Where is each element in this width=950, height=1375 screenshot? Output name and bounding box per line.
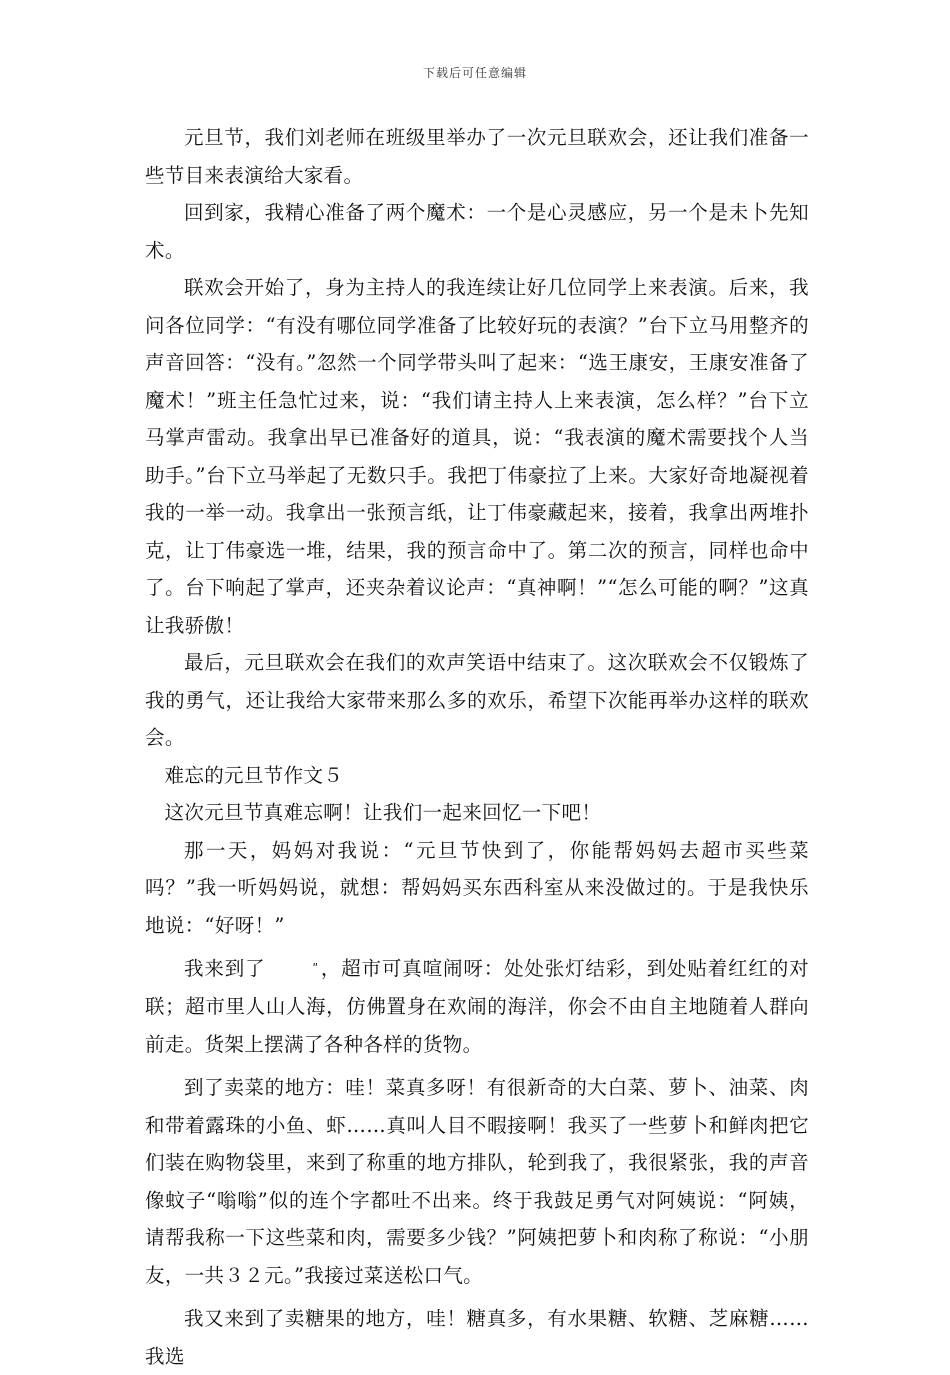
paragraph-8: 到了卖菜的地方：哇！菜真多呀！有很新奇的大白菜、萝卜、油菜、肉和带着露珠的小鱼、虾……真叫人目不暇接啊！我买了一些萝卜和鲜肉把它们装在购物袋里，来到了称重的地方排队，轮到我了，我很紧张，我的声音像蚊子“嗡嗡”似的连个字都吐不出来。终于我鼓足勇气对阿姨说：“阿姨，请帮我称一下这些菜和肉，需要多少钱？”阿姨把萝卜和肉称了称说：“小朋友，一共３２元。”我接过菜送松口气。	[145, 1076, 809, 1287]
paragraph-7-start: 我来到了	[184, 957, 266, 980]
section-heading: 难忘的元旦节作文５	[164, 763, 344, 787]
paragraph-2: 回到家，我精心准备了两个魔术：一个是心灵感应，另一个是未卜先知术。	[145, 201, 809, 262]
paragraph-4: 最后，元旦联欢会在我们的欢声笑语中结束了。这次联欢会不仅锻炼了我的勇气，还让我给大家带来那么多的欢乐，希望下次能再举办这样的联欢会。	[145, 651, 809, 749]
paragraph-5: 这次元旦节真难忘啊！让我们一起来回忆一下吧！	[164, 801, 602, 824]
paragraph-6: 那一天，妈妈对我说：“元旦节快到了，你能帮妈妈去超市买些菜吗？”我一听妈妈说，就想：帮妈妈买东西科室从来没做过的。于是我快乐地说：“好呀！”	[145, 838, 809, 937]
page-header: 下载后可任意编辑	[422, 66, 527, 80]
paragraph-9: 我又来到了卖糖果的地方，哇！糖真多，有水果糖、软糖、芝麻糖……我选	[145, 1307, 809, 1368]
article-body	[145, 119, 809, 1375]
paragraph-7-rest: ，超市可真喧闹呀：处处张灯结彩，到处贴着红红的对联；超市里人山人海，仿佛置身在欢闹的海洋，你会不由自主地随着人群向前走。货架上摆满了各种各样的货物。	[145, 957, 809, 1056]
paragraph-3: 联欢会开始了，身为主持人的我连续让好几位同学上来表演。后来，我问各位同学：“有没有哪位同学准备了比较好玩的表演？”台下立马用整齐的声音回答：“没有。”忽然一个同学带头叫了起来：“选王康安，王康安准备了魔术！”班主任急忙过来，说：“我们请主持人上来表演，怎么样？”台下立马掌声雷动。我拿出早已准备好的道具，说：“我表演的魔术需要找个人当助手。”台下立马举起了无数只手。我把丁伟豪拉了上来。大家好奇地凝视着我的一举一动。我拿出一张预言纸，让丁伟豪藏起来，接着，我拿出两堆扑克，让丁伟豪选一堆，结果，我的预言命中了。第二次的预言，同样也命中了。台下响起了掌声，还夹杂着议论声：“真神啊！”“怎么可能的啊？”这真让我骄傲！	[145, 276, 809, 637]
paragraph-7	[145, 950, 809, 1063]
inline-glyph: ʺ	[312, 961, 319, 976]
paragraph-1: 元旦节，我们刘老师在班级里举办了一次元旦联欢会，还让我们准备一些节目来表演给大家看。	[145, 126, 809, 187]
